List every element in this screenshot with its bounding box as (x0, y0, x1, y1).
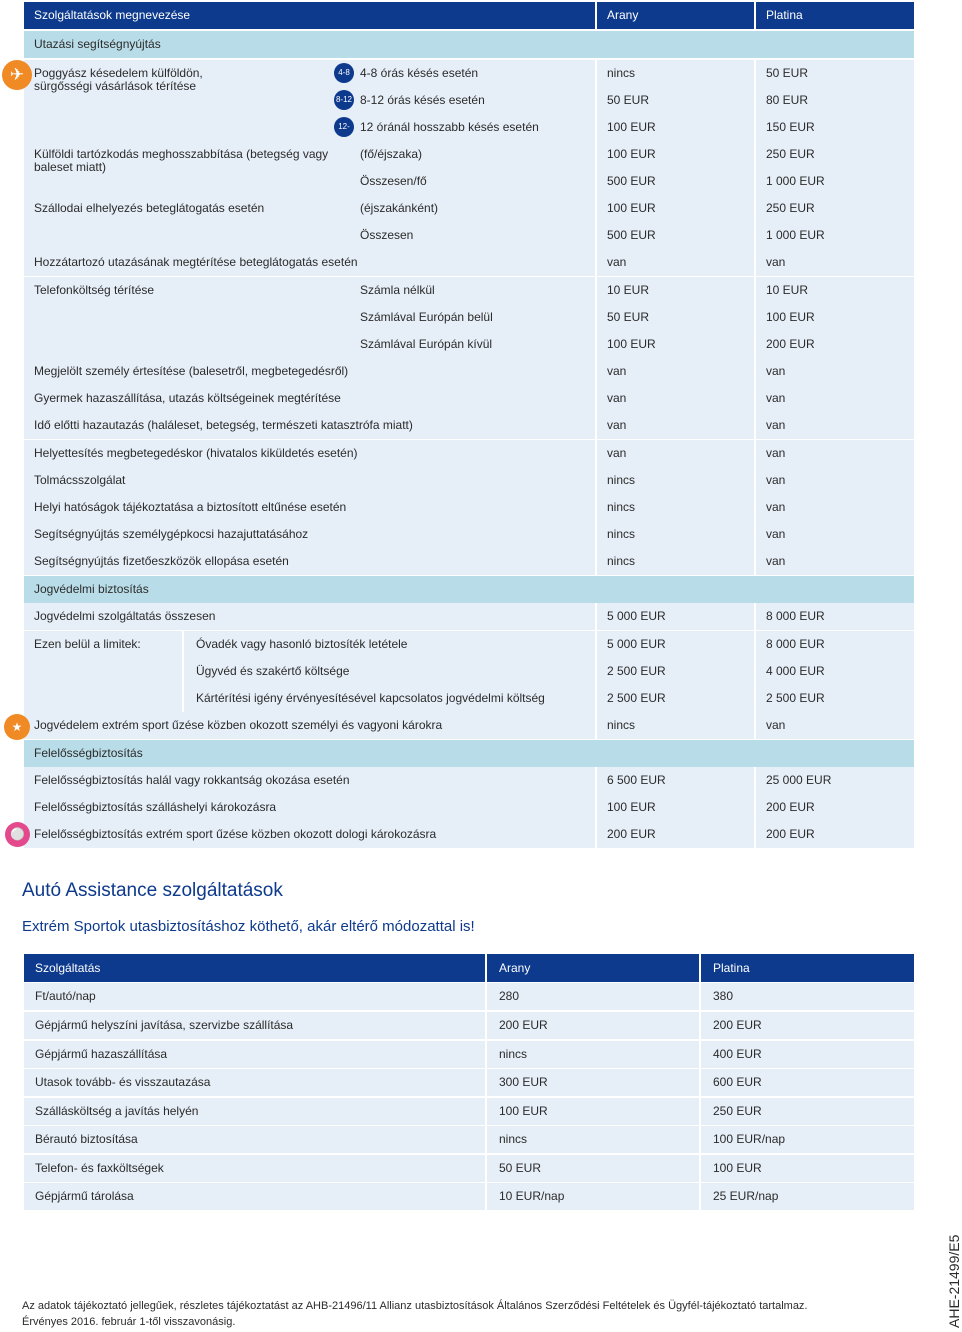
row-label: Gyermek hazaszállítása, utazás költségeinek megtérítése (34, 391, 341, 405)
footer-note: Az adatok tájékoztató jellegűek, részletes tájékoztatást az AHB-21496/11 Allianz utasbiztosítások Általános Szerződési Feltételek és Ügyfél-tájékoztató tartalmaz. (22, 1300, 808, 1312)
row-gold: 200 EUR (499, 1018, 548, 1032)
row-platinum: 2 500 EUR (766, 691, 825, 705)
row-label: Szállásköltség a javítás helyén (35, 1104, 199, 1118)
row-detail: Számla nélkül (360, 283, 435, 297)
row-gold: 5 000 EUR (607, 637, 666, 651)
table-row (0, 685, 960, 712)
table-row (0, 548, 960, 575)
table-row (0, 521, 960, 548)
header-gold: Arany (597, 2, 754, 29)
section-travel (0, 31, 960, 58)
row-platinum: 380 (713, 989, 734, 1003)
row-gold: 10 EUR (607, 283, 650, 297)
row-gold: 100 EUR (499, 1104, 548, 1118)
auto-title: Autó Assistance szolgáltatások (22, 880, 283, 901)
row-detail: Ügyvéd és szakértő költsége (196, 664, 350, 678)
table-row (0, 658, 960, 685)
row-platinum: 100 EUR (766, 310, 815, 324)
section-title: Felelősségbiztosítás (34, 746, 143, 760)
row-gold: 50 EUR (607, 93, 650, 107)
table-row (0, 331, 960, 358)
row-label: Bérautó biztosítása (35, 1132, 138, 1146)
row-platinum: 100 EUR/nap (713, 1132, 786, 1146)
row-gold: 2 500 EUR (607, 691, 666, 705)
row-platinum: 25 EUR/nap (713, 1189, 779, 1203)
row-platinum: 150 EUR (766, 120, 815, 134)
row-label: Gépjármű helyszíni javítása, szervizbe szállítása (35, 1018, 294, 1032)
row-label: Telefon- és faxköltségek (35, 1161, 164, 1175)
header-platinum: Platina (701, 954, 914, 982)
row-gold: 300 EUR (499, 1075, 548, 1089)
row-label: Jogvédelmi szolgáltatás összesen (34, 609, 216, 623)
row-label: Jogvédelem extrém sport űzése közben okozott személyi és vagyoni károkra (34, 718, 443, 732)
row-detail: 4-8 órás késés esetén (360, 66, 479, 80)
row-gold: van (607, 255, 627, 269)
row-platinum: 50 EUR (766, 66, 809, 80)
row-gold: 100 EUR (607, 201, 656, 215)
row-gold: nincs (499, 1132, 528, 1146)
row-gold: nincs (607, 554, 636, 568)
row-gold: van (607, 446, 627, 460)
header-platinum: Platina (756, 2, 914, 29)
row-gold: 100 EUR (607, 337, 656, 351)
table-row (0, 304, 960, 331)
header-service: Szolgáltatások megnevezése (24, 2, 595, 29)
row-gold: 500 EUR (607, 228, 656, 242)
row-detail: Számlával Európán kívül (360, 337, 493, 351)
row-gold: 50 EUR (607, 310, 650, 324)
row-gold: van (607, 364, 627, 378)
footer-validity: Érvényes 2016. február 1-től visszavonásig. (22, 1316, 236, 1328)
table-row (0, 821, 960, 848)
table-row (0, 277, 960, 304)
table-row (0, 983, 960, 1010)
row-label: Gépjármű hazaszállítása (35, 1047, 168, 1061)
row-label: Tolmácsszolgálat (34, 473, 126, 487)
row-label: Felelősségbiztosítás szálláshelyi károkozásra (34, 800, 277, 814)
row-platinum: van (766, 473, 786, 487)
row-platinum: 25 000 EUR (766, 773, 832, 787)
row-gold: 10 EUR/nap (499, 1189, 565, 1203)
row-platinum: 250 EUR (766, 201, 815, 215)
row-gold: 2 500 EUR (607, 664, 666, 678)
row-platinum: van (766, 718, 786, 732)
table-row (0, 1041, 960, 1068)
table-row (0, 1126, 960, 1153)
row-platinum: van (766, 255, 786, 269)
table-row (0, 249, 960, 276)
row-gold: van (607, 418, 627, 432)
row-platinum: 1 000 EUR (766, 174, 825, 188)
row-detail: Számlával Európán belül (360, 310, 493, 324)
row-label: Helyettesítés megbetegedéskor (hivatalos kiküldetés esetén) (34, 446, 358, 460)
row-platinum: van (766, 391, 786, 405)
hotel-label: Szállodai elhelyezés beteglátogatás esetén (34, 201, 265, 215)
table-row (0, 412, 960, 439)
header-gold: Arany (487, 954, 699, 982)
row-platinum: van (766, 527, 786, 541)
table-row (0, 1155, 960, 1182)
row-gold: 100 EUR (607, 147, 656, 161)
extended-stay-label: Külföldi tartózkodás meghosszabbítása (betegség vagy baleset miatt) (34, 147, 329, 174)
table-row (0, 1098, 960, 1125)
row-detail: 12 óránál hosszabb késés esetén (360, 120, 539, 134)
row-label: Felelősségbiztosítás halál vagy rokkantság okozása esetén (34, 773, 350, 787)
row-gold: nincs (499, 1047, 528, 1061)
row-label: Utasok tovább- és visszautazása (35, 1075, 211, 1089)
row-label: Segítségnyújtás fizetőeszközök ellopása esetén (34, 554, 289, 568)
row-gold: 50 EUR (499, 1161, 542, 1175)
limits-label: Ezen belül a limitek: (34, 637, 141, 651)
airplane-icon: ✈ (2, 60, 32, 90)
row-detail: Kártérítési igény érvényesítésével kapcsolatos jogvédelmi költség (196, 691, 545, 705)
row-platinum: 8 000 EUR (766, 609, 825, 623)
table-row (0, 1012, 960, 1039)
row-detail: Összesen/fő (360, 174, 427, 188)
row-platinum: van (766, 364, 786, 378)
luggage-label: Poggyász késedelem külföldön, sürgősségi vásárlások térítése (34, 66, 203, 93)
luggage-clock-icon: 4-8 (334, 63, 354, 83)
table-row (0, 222, 960, 249)
row-label: Gépjármű tárolása (35, 1189, 134, 1203)
row-detail: Óvadék vagy hasonló biztosíték letétele (196, 637, 408, 651)
row-platinum: 200 EUR (713, 1018, 762, 1032)
luggage-clock-icon: 8-12 (334, 90, 354, 110)
table-row (0, 358, 960, 385)
row-platinum: van (766, 446, 786, 460)
row-platinum: 600 EUR (713, 1075, 762, 1089)
row-gold: nincs (607, 527, 636, 541)
row-gold: nincs (607, 718, 636, 732)
row-detail: Összesen (360, 228, 414, 242)
row-label: Segítségnyújtás személygépkocsi hazajuttatásához (34, 527, 309, 541)
row-platinum: 200 EUR (766, 337, 815, 351)
row-platinum: 250 EUR (766, 147, 815, 161)
luggage-clock-icon: 12- (334, 117, 354, 137)
row-platinum: 4 000 EUR (766, 664, 825, 678)
table-row (0, 794, 960, 821)
extreme-sport-icon: ★ (4, 714, 30, 740)
row-platinum: 200 EUR (766, 827, 815, 841)
row-label: Ft/autó/nap (35, 989, 96, 1003)
table-row (0, 712, 960, 739)
table-row (0, 1069, 960, 1096)
row-gold: 200 EUR (607, 827, 656, 841)
row-platinum: 200 EUR (766, 800, 815, 814)
row-gold: nincs (607, 66, 636, 80)
header-service: Szolgáltatás (24, 954, 485, 982)
row-gold: nincs (607, 500, 636, 514)
row-platinum: van (766, 554, 786, 568)
document-code: AHE-21499/E5 (946, 1234, 962, 1328)
row-platinum: 10 EUR (766, 283, 809, 297)
row-gold: 6 500 EUR (607, 773, 666, 787)
row-gold: nincs (607, 473, 636, 487)
row-detail: 8-12 órás késés esetén (360, 93, 485, 107)
row-platinum: 80 EUR (766, 93, 809, 107)
table-header (0, 954, 960, 982)
row-gold: 500 EUR (607, 174, 656, 188)
row-platinum: van (766, 500, 786, 514)
bike-icon: ⚪ (5, 822, 30, 847)
table-row (0, 494, 960, 521)
section-title: Jogvédelmi biztosítás (34, 582, 149, 596)
row-platinum: 400 EUR (713, 1047, 762, 1061)
table-header (0, 2, 960, 29)
table-row (0, 767, 960, 794)
table-row (0, 1183, 960, 1210)
table-row (0, 114, 960, 141)
row-label: Helyi hatóságok tájékoztatása a biztosított eltűnése esetén (34, 500, 347, 514)
row-label: Hozzátartozó utazásának megtérítése beteglátogatás esetén (34, 255, 358, 269)
section-liability (0, 740, 960, 767)
row-label: Idő előtti hazautazás (haláleset, betegség, természeti katasztrófa miatt) (34, 418, 413, 432)
row-detail: (éjszakánként) (360, 201, 439, 215)
table-row (0, 631, 960, 658)
row-label: Felelősségbiztosítás extrém sport űzése közben okozott dologi károkozásra (34, 827, 437, 841)
row-gold: 280 (499, 989, 520, 1003)
row-gold: 5 000 EUR (607, 609, 666, 623)
row-platinum: van (766, 418, 786, 432)
row-detail: (fő/éjszaka) (360, 147, 423, 161)
row-label: Megjelölt személy értesítése (balesetről, megbetegedésről) (34, 364, 349, 378)
phone-label: Telefonköltség térítése (34, 283, 155, 297)
row-gold: 100 EUR (607, 800, 656, 814)
row-gold: van (607, 391, 627, 405)
table-row (0, 467, 960, 494)
table-row (0, 440, 960, 467)
row-platinum: 8 000 EUR (766, 637, 825, 651)
auto-subtitle: Extrém Sportok utasbiztosításhoz köthető, akár eltérő módozattal is! (22, 918, 475, 935)
row-platinum: 100 EUR (713, 1161, 762, 1175)
table-row (0, 385, 960, 412)
table-row (0, 195, 960, 222)
section-legal (0, 576, 960, 603)
table-row (0, 603, 960, 630)
row-platinum: 250 EUR (713, 1104, 762, 1118)
row-platinum: 1 000 EUR (766, 228, 825, 242)
section-title: Utazási segítségnyújtás (34, 37, 161, 51)
row-gold: 100 EUR (607, 120, 656, 134)
